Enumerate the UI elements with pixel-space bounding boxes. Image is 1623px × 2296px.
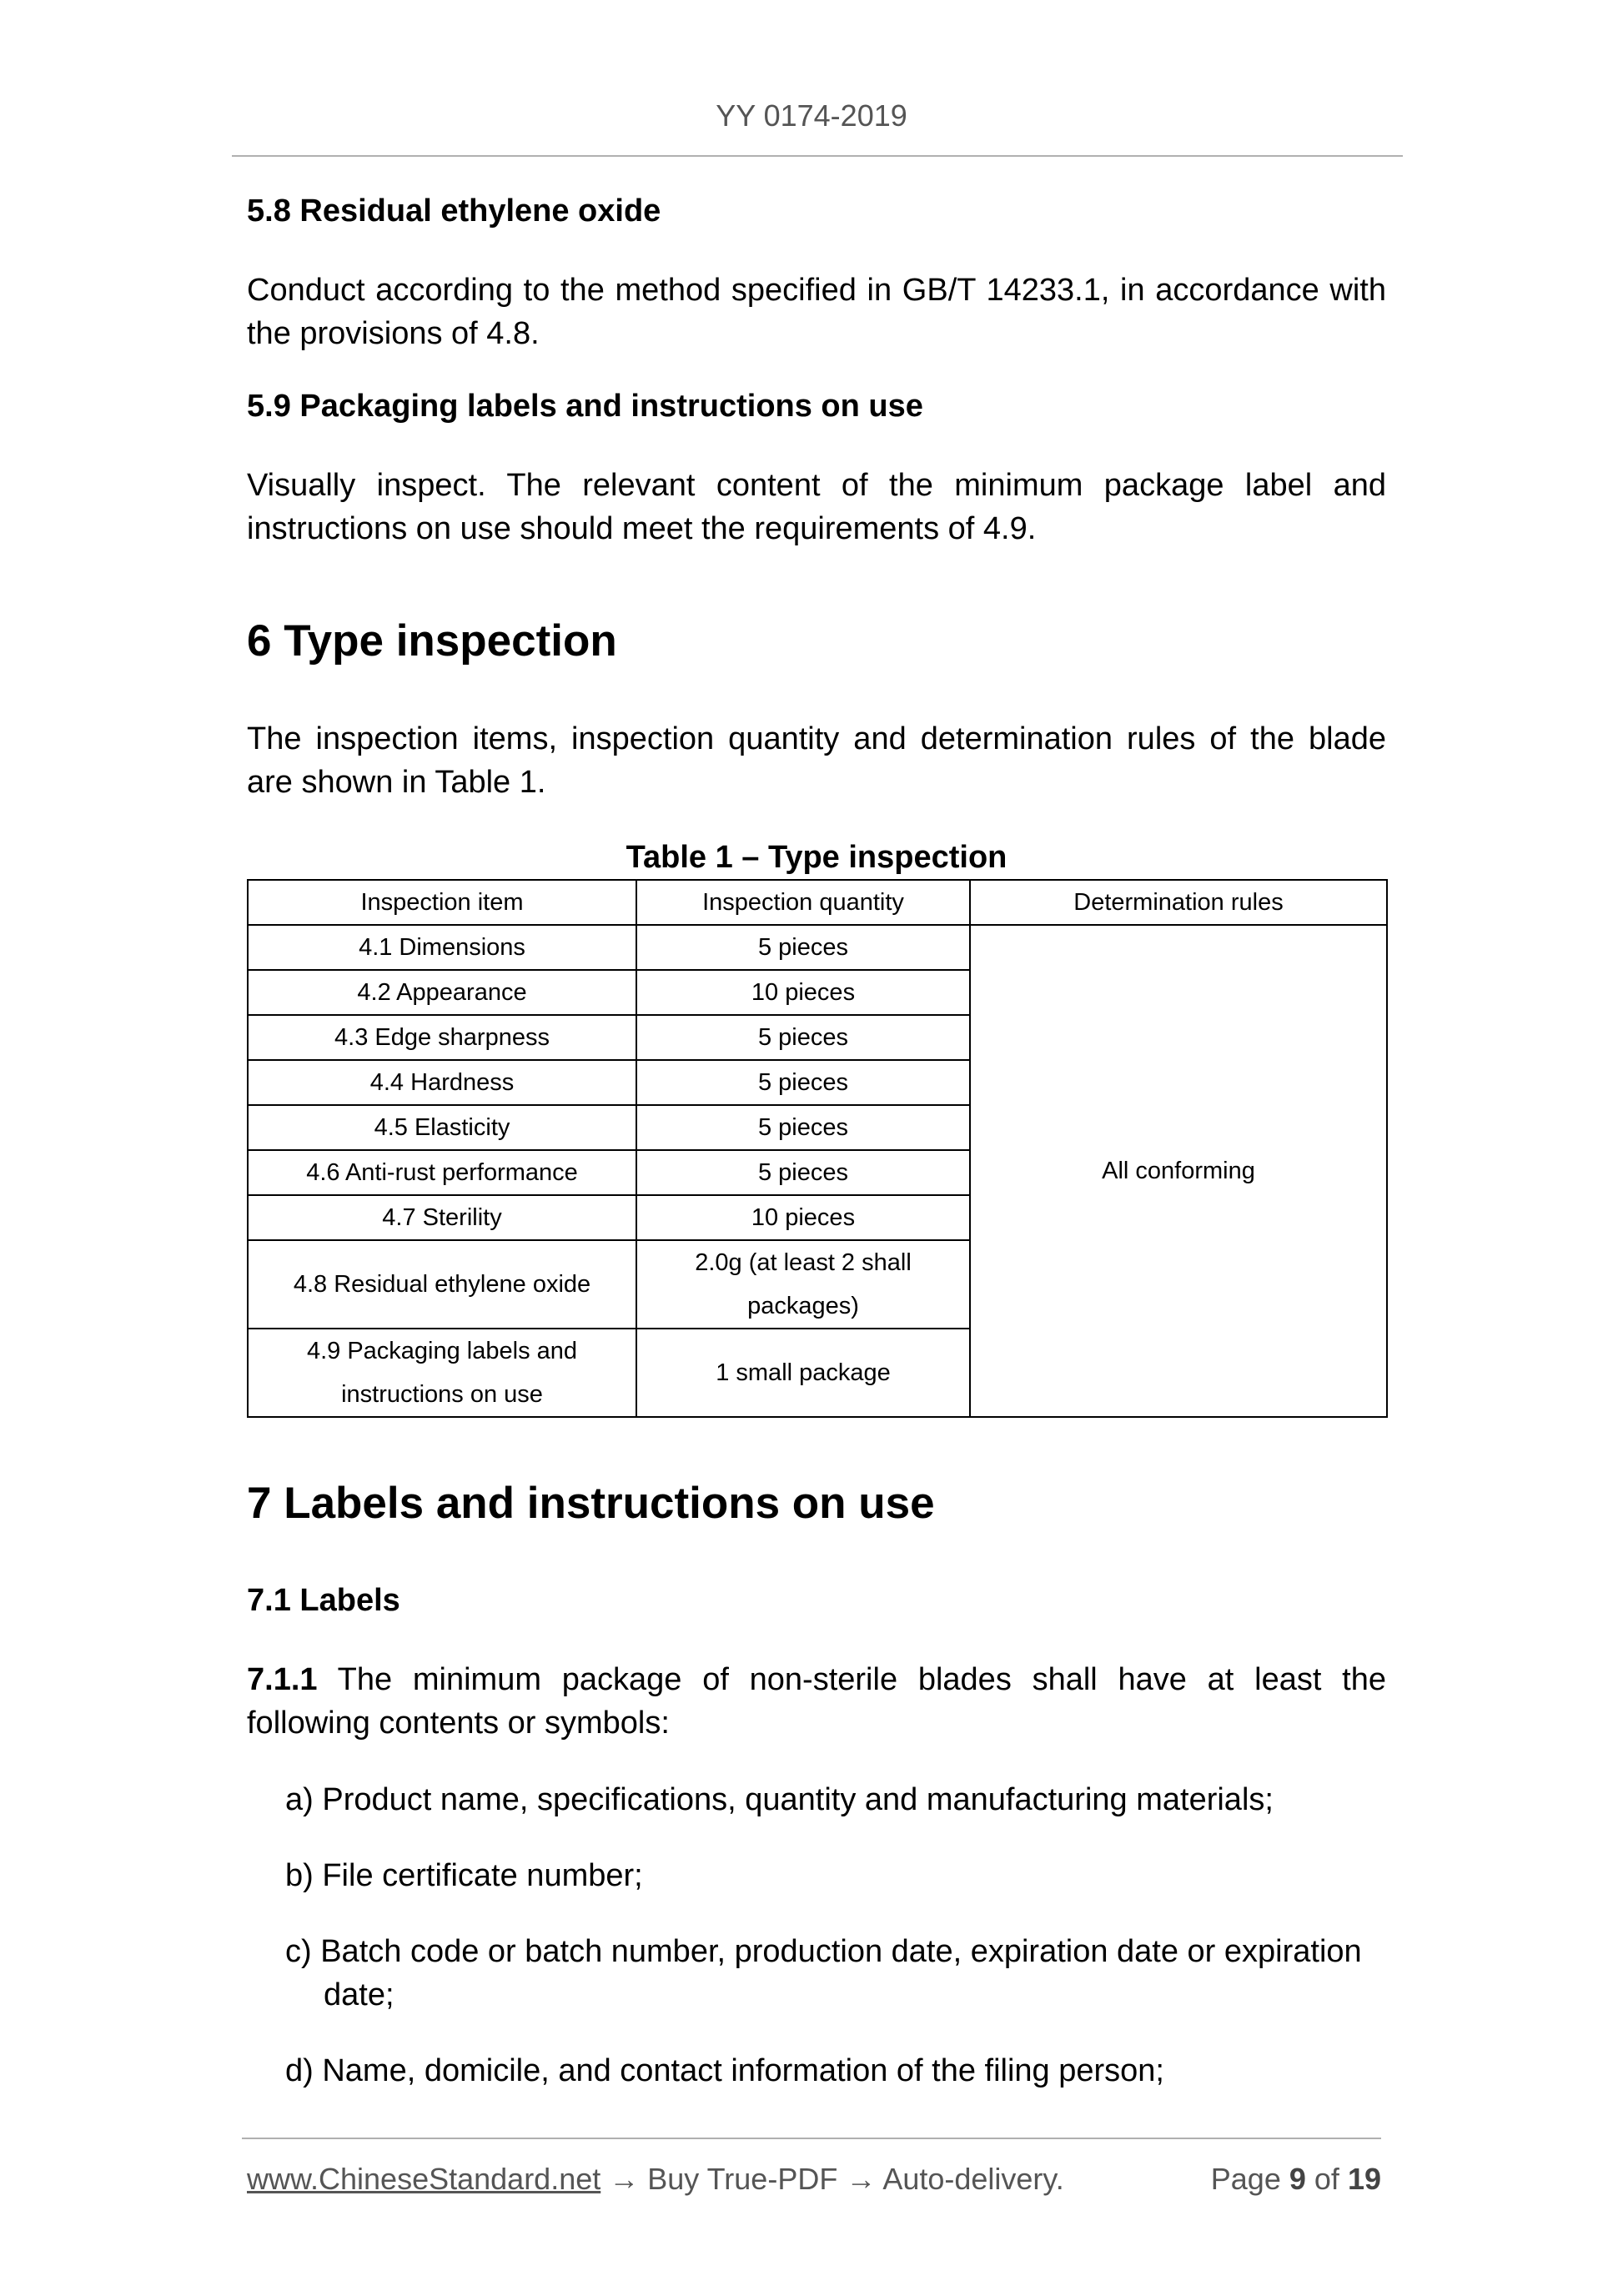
header-inspection-item: Inspection item — [248, 880, 636, 925]
clause-number: 7.1.1 — [247, 1662, 318, 1697]
inspection-quantity-cell: 10 pieces — [636, 970, 970, 1015]
clause-7-1-1 — [247, 1658, 1386, 1745]
page-number: 9 — [1289, 2162, 1306, 2196]
page-label: Page — [1210, 2162, 1281, 2196]
section-5-9-text: Visually inspect. The relevant content of the minimum package label and instructions on use should meet the requirements of 4.9. — [247, 468, 1386, 546]
inspection-item-cell: 4.4 Hardness — [248, 1060, 636, 1105]
section-6-heading: 6 Type inspection — [247, 616, 617, 666]
inspection-item-cell: 4.6 Anti-rust performance — [248, 1150, 636, 1195]
clause-text: The minimum package of non-sterile blades shall have at least the following contents or symbols: — [247, 1662, 1386, 1741]
inspection-quantity-cell: 5 pieces — [636, 1015, 970, 1060]
page-indicator — [1211, 2162, 1381, 2197]
inspection-item-cell: 4.1 Dimensions — [248, 925, 636, 970]
table-header-row — [248, 880, 1387, 925]
inspection-item-cell: 4.8 Residual ethylene oxide — [248, 1240, 636, 1329]
inspection-quantity-cell: 2.0g (at least 2 shall packages) — [636, 1240, 970, 1329]
type-inspection-table — [247, 879, 1388, 1418]
inspection-quantity-cell: 5 pieces — [636, 925, 970, 970]
inspection-item-cell: 4.7 Sterility — [248, 1195, 636, 1240]
determination-rule-cell: All conforming — [970, 925, 1387, 1417]
list-item: a) Product name, specifications, quantity and manufacturing materials; — [285, 1782, 1274, 1817]
document-code-header: YY 0174-2019 — [716, 98, 907, 133]
inspection-quantity-cell: 5 pieces — [636, 1060, 970, 1105]
inspection-quantity-cell: 5 pieces — [636, 1105, 970, 1150]
section-7-heading: 7 Labels and instructions on use — [247, 1479, 935, 1528]
inspection-item-cell: 4.9 Packaging labels and instructions on use — [248, 1329, 636, 1417]
website-link[interactable]: www.ChineseStandard.net — [247, 2162, 601, 2196]
section-7-1-heading: 7.1 Labels — [247, 1583, 400, 1618]
header-inspection-quantity: Inspection quantity — [636, 880, 970, 925]
table-1-title: Table 1 – Type inspection — [626, 840, 1007, 875]
of-label: of — [1314, 2162, 1339, 2196]
section-6-text: The inspection items, inspection quantity and determination rules of the blade are shown in Table 1. — [247, 721, 1386, 800]
section-5-9-heading: 5.9 Packaging labels and instructions on use — [247, 389, 923, 424]
list-item: b) File certificate number; — [285, 1858, 643, 1893]
header-divider — [232, 155, 1403, 157]
inspection-quantity-cell: 10 pieces — [636, 1195, 970, 1240]
inspection-item-cell: 4.5 Elasticity — [248, 1105, 636, 1150]
inspection-item-cell: 4.2 Appearance — [248, 970, 636, 1015]
inspection-item-cell: 4.3 Edge sharpness — [248, 1015, 636, 1060]
header-determination-rules: Determination rules — [970, 880, 1387, 925]
total-pages: 19 — [1347, 2162, 1381, 2196]
page-footer — [247, 2162, 1381, 2197]
table-row — [248, 925, 1387, 970]
inspection-quantity-cell: 1 small package — [636, 1329, 970, 1417]
section-5-8-text: Conduct according to the method specified in GB/T 14233.1, in accordance with the provisions of 4.8. — [247, 273, 1386, 351]
list-item: c) Batch code or batch number, production date, expiration date or expiration date; — [285, 1934, 1362, 2012]
promo-text: → Buy True-PDF → Auto-delivery. — [600, 2162, 1064, 2196]
footer-divider — [242, 2138, 1381, 2139]
list-item: d) Name, domicile, and contact information of the filing person; — [285, 2053, 1164, 2088]
inspection-quantity-cell: 5 pieces — [636, 1150, 970, 1195]
section-5-8-heading: 5.8 Residual ethylene oxide — [247, 193, 661, 229]
